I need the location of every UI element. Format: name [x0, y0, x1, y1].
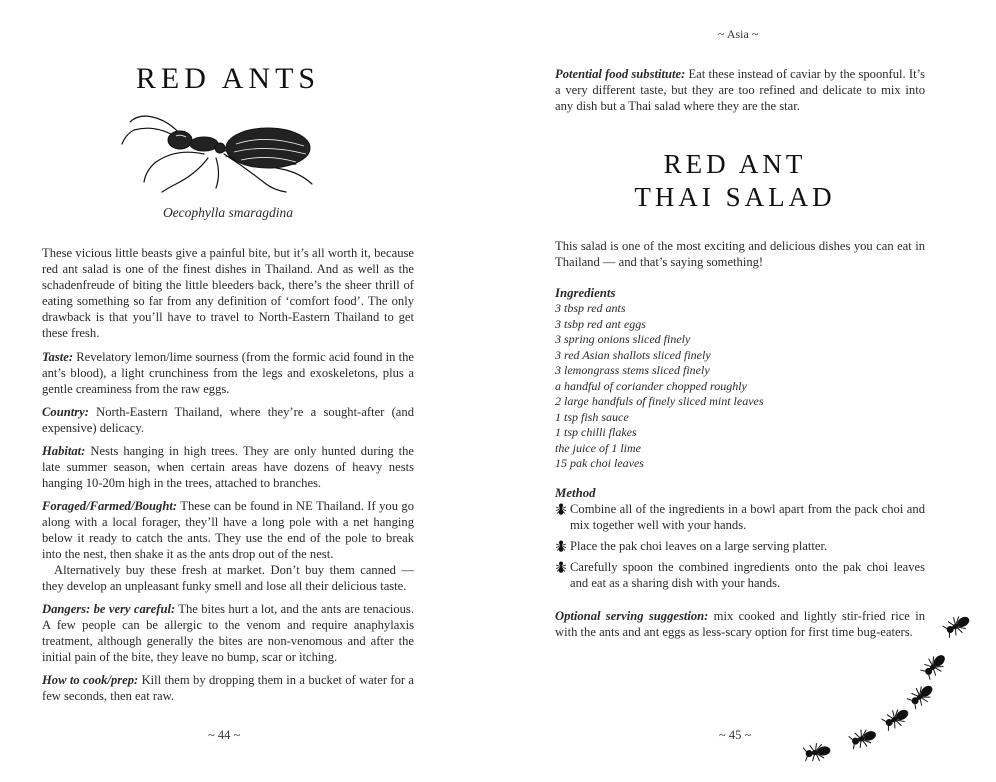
- ingredient-item: 1 tsp chilli flakes: [555, 425, 637, 439]
- ant-details: [42, 349, 414, 711]
- recipe-title: [555, 148, 915, 214]
- food-substitute-label: Potential food substitute:: [555, 67, 686, 81]
- country-label: Country:: [42, 405, 89, 419]
- page-number: ~ 45 ~: [719, 728, 752, 742]
- ingredient-item: 3 spring onions sliced finely: [555, 332, 691, 346]
- foraged-label: Foraged/Farmed/Bought:: [42, 499, 178, 513]
- habitat-label: Habitat:: [42, 444, 86, 458]
- ant-icon: [941, 609, 975, 640]
- ant-bullet-icon: [555, 503, 567, 515]
- habitat-text: Nests hanging in high trees. They are only hunted during the late summer season, when certain areas have dozens of heavy nests hanging 10-20m high in the trees, attached to branches.: [42, 444, 414, 490]
- ant-icon: [905, 678, 939, 711]
- ingredients-section: [555, 285, 925, 472]
- ingredient-item: 3 tsbp red ant eggs: [555, 316, 646, 331]
- right-page: [498, 0, 996, 782]
- ant-icon: [880, 702, 914, 733]
- howto-paragraph: [42, 672, 414, 704]
- recipe-title-line-1: RED ANT: [663, 149, 807, 179]
- food-substitute-text: Eat these instead of caviar by the spoonful. It’s a very different taste, but they are too refined and delicate to mix into any dish but a Thai salad where they are the star.: [555, 67, 925, 113]
- intro-text: These vicious little beasts give a painful bite, but it’s all worth it, because red ant salad is one of the finest dishes in Thailand. And as well as the schadenfreude of biting the little bleeders back, there’s the sheer thrill of eating something so far from any definition of ‘comfort food’. The only drawback is that you’ll have to travel to North-Eastern Thailand to get these fresh.: [42, 246, 414, 340]
- serving-suggestion: [555, 608, 925, 647]
- recipe-intro: [555, 238, 925, 277]
- ant-icon: [918, 648, 952, 682]
- page-number: ~ 44 ~: [208, 728, 241, 742]
- ingredients-list: [555, 301, 925, 472]
- ingredient-item: 3 tbsp red ants: [555, 301, 626, 315]
- ant-bullet-icon: [555, 540, 567, 552]
- ant-icon: [847, 724, 880, 752]
- running-head: ~ Asia ~: [718, 27, 759, 41]
- ingredient-item: 3 lemongrass stems sliced finely: [555, 363, 710, 377]
- recipe-title-line-2: THAI SALAD: [634, 182, 836, 212]
- foraged-paragraph: [42, 498, 414, 562]
- dangers-label: Dangers: be very careful:: [42, 602, 176, 616]
- food-substitute: [555, 66, 925, 121]
- page-title: RED ANTS: [135, 62, 321, 95]
- foraged-text: These can be found in NE Thailand. If you go along with a local forager, they’ll have a long pole with a net hanging below it ready to catch the ants. They use the end of the pole to break into the nest, then shake it as the ants drop out of the nest.: [42, 499, 414, 561]
- habitat-paragraph: [42, 443, 414, 491]
- method-step: [555, 538, 925, 554]
- ant-icon: [802, 740, 833, 765]
- ingredient-item: 2 large handfuls of finely sliced mint leaves: [555, 394, 764, 408]
- dangers-text: The bites hurt a lot, and the ants are tenacious. A few people can be allergic to the venom and require anaphylaxis treatment, although generally the bites are non-venomous and after the initial pain of the bite, they leave no bump, scar or itching.: [42, 602, 414, 664]
- ant-illustration-icon: [116, 104, 336, 196]
- ant-bullet-icon: [555, 561, 567, 573]
- species-name: Oecophylla smaragdina: [162, 205, 294, 220]
- ingredient-item: the juice of 1 lime: [555, 440, 641, 455]
- ingredients-heading: Ingredients: [555, 286, 616, 300]
- howto-label: How to cook/prep:: [42, 673, 139, 687]
- method-step-text: Place the pak choi leaves on a large serving platter.: [570, 539, 828, 553]
- howto-text: Kill them by dropping them in a bucket of water for a few seconds, then eat raw.: [42, 673, 415, 703]
- serving-text: mix cooked and lightly stir-fried rice in with the ants and ant eggs as less-scary option for first time bug-eaters.: [555, 609, 925, 639]
- dangers-paragraph: [42, 601, 414, 665]
- taste-text: Revelatory lemon/lime sourness (from the formic acid found in the ant’s blood), a light crunchiness from the legs and exoskeletons, plus a gentle creaminess from the raw eggs.: [42, 350, 414, 396]
- ingredient-item: 15 pak choi leaves: [555, 456, 644, 470]
- taste-label: Taste: [42, 350, 69, 364]
- serving-label: Optional serving suggestion:: [555, 609, 709, 623]
- method-heading: Method: [555, 486, 596, 500]
- taste-paragraph: Taste: Revelatory lemon/lime sourness (from the formic acid found in the ant’s blood), a light crunchiness from the legs and exoskeletons, plus a gentle creaminess from the raw eggs.: [42, 350, 414, 396]
- method-section: [555, 485, 925, 596]
- ingredient-item: 1 tsp fish sauce: [555, 409, 629, 424]
- ingredient-item: 3 red Asian shallots sliced finely: [555, 347, 711, 362]
- country-paragraph: [42, 404, 414, 436]
- ingredient-item: a handful of coriander chopped roughly: [555, 378, 747, 393]
- method-step-text: Carefully spoon the combined ingredients onto the pak choi leaves and eat as a sharing dish with your hands.: [570, 560, 925, 590]
- alternative-paragraph: Alternatively buy these fresh at market. Don’t buy them canned — they develop an unpleasant funky smell and lose all their delicious taste.: [42, 563, 414, 593]
- method-step: [555, 559, 925, 591]
- method-steps: [555, 501, 925, 591]
- recipe-intro-text: This salad is one of the most exciting and delicious dishes you can eat in Thailand — and that’s saying something!: [555, 239, 925, 269]
- country-text: North-Eastern Thailand, where they’re a sought-after (and expensive) delicacy.: [42, 405, 414, 435]
- intro-paragraph: [42, 245, 414, 348]
- method-step-text: Combine all of the ingredients in a bowl apart from the pack choi and mix together well with your hands.: [570, 502, 925, 532]
- method-step: [555, 501, 925, 533]
